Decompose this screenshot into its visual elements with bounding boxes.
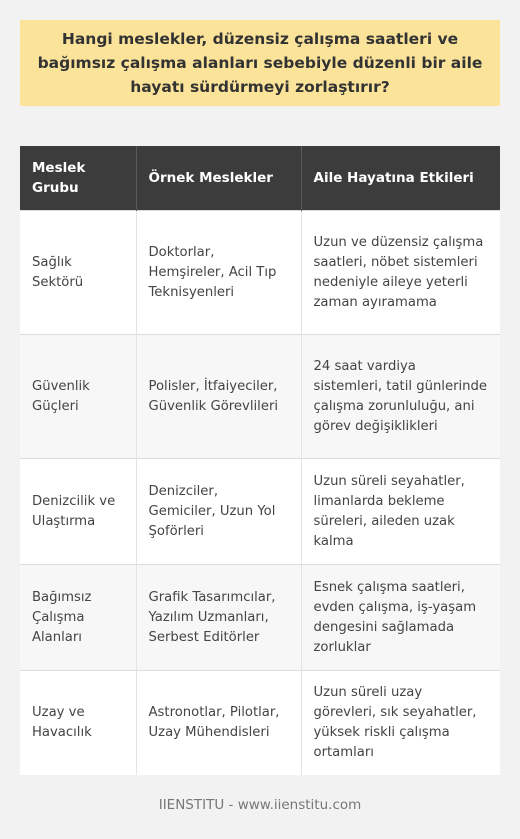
table-row	[20, 459, 500, 565]
header-profession-group: Meslek Grubu	[20, 146, 136, 211]
header-family-effects: Aile Hayatına Etkileri	[301, 146, 500, 211]
table-row	[20, 211, 500, 335]
question-banner	[20, 20, 500, 106]
cell-example-professions: Denizciler, Gemiciler, Uzun Yol Şoförleri	[136, 459, 301, 565]
footer-credit: IIENSTITU - www.iienstitu.com	[158, 797, 362, 813]
professions-table	[20, 146, 500, 775]
cell-profession-group: Uzay ve Havacılık	[20, 671, 136, 776]
cell-family-effects: Esnek çalışma saatleri, evden çalışma, iş-yaşam dengesini sağlamada zorluklar	[301, 565, 500, 671]
cell-example-professions: Doktorlar, Hemşireler, Acil Tıp Teknisyenleri	[136, 211, 301, 335]
cell-family-effects: 24 saat vardiya sistemleri, tatil günlerinde çalışma zorunluluğu, ani görev değişiklikleri	[301, 335, 500, 459]
cell-profession-group: Sağlık Sektörü	[20, 211, 136, 335]
cell-example-professions: Astronotlar, Pilotlar, Uzay Mühendisleri	[136, 671, 301, 776]
cell-profession-group: Güvenlik Güçleri	[20, 335, 136, 459]
cell-family-effects: Uzun süreli seyahatler, limanlarda bekleme süreleri, aileden uzak kalma	[301, 459, 500, 565]
cell-profession-group: Bağımsız Çalışma Alanları	[20, 565, 136, 671]
question-text: Hangi meslekler, düzensiz çalışma saatleri ve bağımsız çalışma alanları sebebiyle düzenli bir aile hayatı sürdürmeyi zorlaştırır?	[37, 30, 483, 96]
cell-family-effects: Uzun süreli uzay görevleri, sık seyahatler, yüksek riskli çalışma ortamları	[301, 671, 500, 776]
table-row	[20, 335, 500, 459]
table-row	[20, 671, 500, 776]
cell-family-effects: Uzun ve düzensiz çalışma saatleri, nöbet sistemleri nedeniyle aileye yeterli zaman ayıramama	[301, 211, 500, 335]
table-header-row	[20, 146, 500, 211]
header-example-professions: Örnek Meslekler	[136, 146, 301, 211]
table-row	[20, 565, 500, 671]
cell-profession-group: Denizcilik ve Ulaştırma	[20, 459, 136, 565]
cell-example-professions: Grafik Tasarımcılar, Yazılım Uzmanları, Serbest Editörler	[136, 565, 301, 671]
cell-example-professions: Polisler, İtfaiyeciler, Güvenlik Görevlileri	[136, 335, 301, 459]
